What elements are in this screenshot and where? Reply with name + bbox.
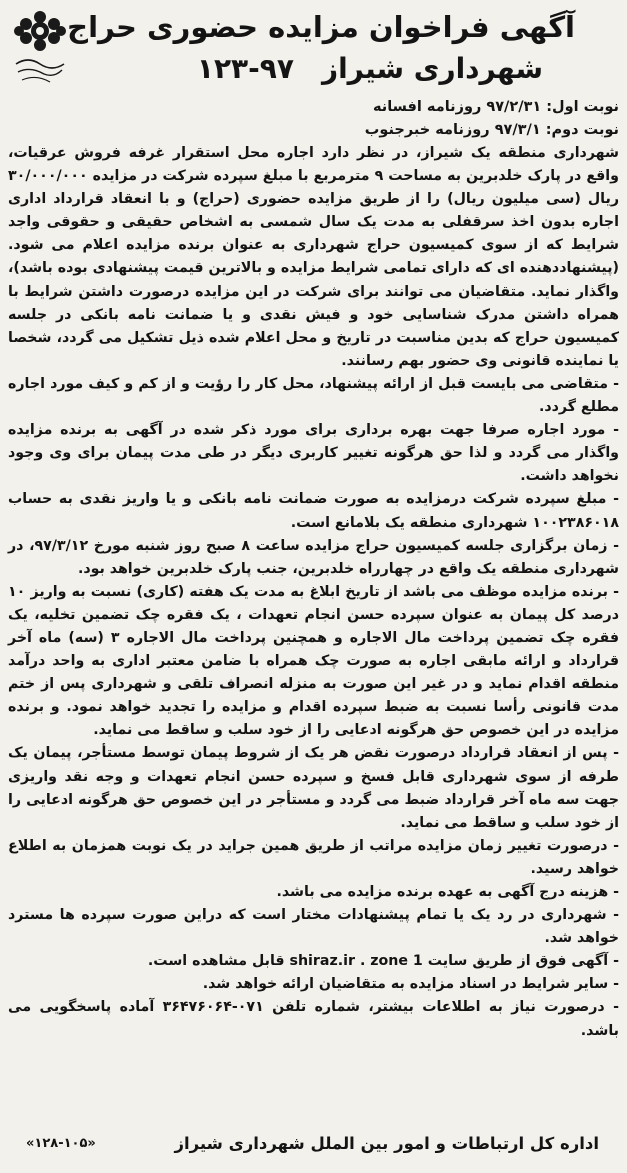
ad-title-line2 — [197, 52, 543, 85]
ad-body — [8, 142, 619, 1043]
second-notice: نوبت دوم: ۹۷/۳/۱ روزنامه خبرجنوب — [364, 122, 619, 138]
issuing-office: اداره کل ارتباطات و امور بین الملل شهرداری شیراز — [174, 1134, 599, 1153]
ad-code: «۱۲۸-۱۰۵» — [26, 1136, 96, 1151]
publication-notices — [8, 96, 619, 142]
first-notice: نوبت اول: ۹۷/۲/۳۱ روزنامه افسانه — [372, 99, 619, 115]
ad-title-municipality: شهرداری شیراز — [321, 52, 543, 85]
condition-session-time: - زمان برگزاری جلسه کمیسیون حراج مزایده ساعت ۸ صبح روز شنبه مورخ ۹۷/۳/۱۲، در شهرداری منطقه یک واقع در چهارراه خلدبرین، جنب پارک خلدبرین خواهد بود. — [8, 537, 619, 577]
condition-contract-breach: - پس از انعقاد قرارداد درصورت نقض هر یک از شروط پیمان توسط مستأجر، پیمان یک طرفه از سوی شهرداری قابل فسخ و سپرده حسن انجام تعهدات و وجه نقد واریزی جهت سه ماه آخر قرارداد ضبط می گردد و مستأجر در این خصوص حق هرگونه ادعایی را از خود سلب و ساقط می نماید. — [8, 745, 619, 831]
condition-rejection: - شهرداری در رد یک یا تمام پیشنهادات مختار است که دراین صورت سپرده ها مسترد خواهد شد. — [8, 907, 619, 947]
condition-winner-obligations: - برنده مزایده موظف می باشد از تاریخ ابلاغ به مدت یک هفته (کاری) نسبت به واریز ۱۰ درصد کل پیمان به عنوان سپرده حسن انجام تعهدات ، یک فقره چک تضمین تخلیه، یک فقره چک تضمین پرداخت مال الاجاره و همچنین پرداخت مال الاجاره ۳ (سه) ماه آخر قرارداد و ارائه مابقی اجاره به صورت چک همراه با ضامن معتبر اداری به واحد درآمد منطقه اقدام نماید و در غیر این صورت به منزله انصراف تلقی و شهرداری پس از ختم مدت قانونی رأسا نسبت به ضبط سپرده اقدام و مزایده را تجدید خواهد نمود. و برنده مزایده در این خصوص حق هرگونه ادعایی را از خود سلب و ساقط می نماید. — [8, 583, 620, 739]
condition-other-terms: - سایر شرایط در اسناد مزایده به متقاضیان ارائه خواهد شد. — [202, 976, 619, 993]
condition-website: - آگهی فوق از طریق سایت shiraz.ir . zone 1 قابل مشاهده است. — [147, 953, 619, 970]
ad-title-number: ۹۷-۱۲۳ — [196, 52, 294, 85]
condition-usage: - مورد اجاره صرفا جهت بهره برداری برای مورد ذکر شده در آگهی به برنده مزایده واگذار می گردد و لذا حق هرگونه تغییر کاربری دیگر در طی مدت پیمان برای وی وجود نخواهد داشت. — [8, 422, 619, 485]
condition-contact-phone: - درصورت نیاز به اطلاعات بیشتر، شماره تلفن ۰۷۱-۳۶۴۷۶۰۶۴ آماده پاسخگویی می باشد. — [8, 999, 619, 1039]
condition-site-visit: - متقاضی می بایست قبل از ارائه پیشنهاد، محل کار را رؤیت و از کم و کیف مورد اجاره مطلع گردد. — [8, 375, 619, 416]
condition-time-change: - درصورت تغییر زمان مزایده مراتب از طریق همین جراید در یک نوبت همزمان به اطلاع خواهد رسید. — [8, 837, 619, 877]
condition-deposit: - مبلغ سپرده شرکت درمزایده به صورت ضمانت نامه بانکی و یا واریز نقدی به حساب ۱۰۰۲۳۸۶۰۱۸ شهرداری منطقه یک بلامانع است. — [8, 491, 619, 531]
condition-ad-cost: - هزینه درج آگهی به عهده برنده مزایده می باشد. — [276, 884, 619, 900]
intro-paragraph: شهرداری منطقه یک شیراز، در نظر دارد اجاره محل استقرار غرفه فروش عرقیات، واقع در پارک خلدبرین به مساحت ۹ مترمربع با مبلغ سپرده شرکت در مزایده ۳۰/۰۰۰/۰۰۰ ریال (سی میلیون ریال) را از طریق مزایده حضوری (حراج) و با انعقاد قرارداد اداری اجاره بدون اخذ سرقفلی به مدت یک سال شمسی به اشخاص حقیقی و حقوقی واجد شرایط که از سوی کمیسیون حراج شهرداری به عنوان برنده مزایده اعلام می شود. (پیشنهاددهنده ای که دارای تمامی شرایط مزایده و بالاترین قیمت پیشنهادی بوده باشد)، واگذار نماید. متقاضیان می توانند برای شرکت در این مزایده درصورت داشتن شرایط با همراه داشتن مدرک شناسایی خود و فیش نقدی و یا ضمانت نامه بانکی در جلسه کمیسیون حراج که بدین مناسبت در تاریخ و محل اعلام شده ذیل تشکیل می گردد، شخصا یا نماینده قانونی وی حضور بهم رسانند. — [8, 145, 619, 369]
ad-title-line1: آگهی فراخوان مزایده حضوری حراج — [67, 10, 575, 44]
shiraz-municipality-logo-icon — [10, 8, 70, 94]
ad-header — [8, 6, 619, 96]
